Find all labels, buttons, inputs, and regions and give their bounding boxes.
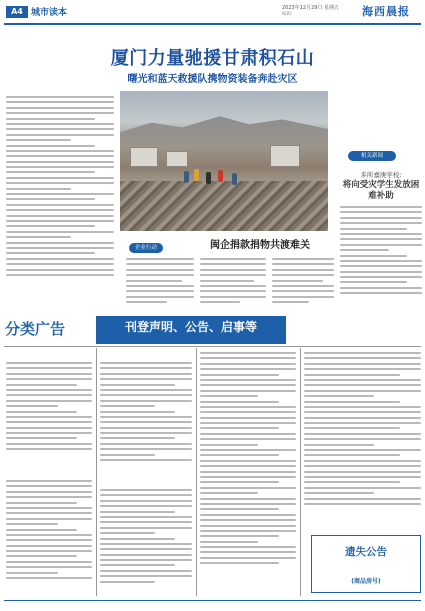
text-line [200, 487, 296, 489]
text-line [340, 281, 407, 283]
text-line [200, 374, 279, 376]
related-news-tag: 相关新闻 [348, 151, 396, 161]
text-line [200, 417, 296, 419]
text-line [200, 481, 279, 483]
text-line [100, 521, 192, 523]
text-line [6, 112, 114, 114]
text-line [200, 454, 279, 456]
text-line [126, 285, 194, 287]
text-line [6, 443, 92, 445]
lost-notice-title: 遗失公告 [345, 546, 387, 558]
text-line [100, 411, 175, 413]
text-line [6, 274, 114, 276]
text-line [100, 378, 192, 380]
notice-banner [96, 316, 286, 344]
text-line [200, 258, 266, 260]
text-line [126, 258, 194, 260]
section-name: 城市读本 [31, 8, 68, 18]
classified-ads-title: 分类广告 [5, 320, 66, 338]
text-line [6, 512, 92, 514]
text-line [100, 367, 192, 369]
editor-line: 编辑: [282, 12, 293, 17]
text-line [6, 242, 114, 244]
text-line [200, 269, 266, 271]
text-line [340, 244, 422, 246]
text-line [6, 411, 77, 413]
ad-col-divider-2 [196, 348, 197, 596]
text-line [100, 516, 192, 518]
text-line [6, 236, 71, 238]
text-line [6, 378, 92, 380]
text-line [272, 296, 334, 298]
text-line [126, 290, 194, 292]
text-line [100, 559, 192, 561]
text-line [304, 433, 421, 435]
inline-subheading: 闽企捐款捐物共渡难关 [210, 240, 310, 251]
ad-body-6 [304, 352, 421, 527]
text-line [6, 362, 92, 364]
text-line [200, 433, 296, 435]
text-line [126, 274, 194, 276]
text-line [6, 539, 92, 541]
text-line [6, 566, 92, 568]
text-line [200, 476, 296, 478]
text-line [304, 487, 421, 489]
text-line [100, 373, 192, 375]
text-line [272, 269, 334, 271]
text-line [6, 166, 114, 168]
text-line [200, 508, 279, 510]
ad-col-divider-3 [300, 348, 301, 596]
text-line [6, 220, 114, 222]
text-line [6, 177, 114, 179]
text-line [100, 454, 155, 456]
text-line [200, 449, 296, 451]
photo-caption [332, 93, 340, 205]
text-line [6, 155, 114, 157]
text-line [200, 530, 296, 532]
text-line [200, 290, 266, 292]
text-line [6, 263, 114, 265]
text-line [100, 532, 155, 534]
text-line [6, 529, 77, 531]
text-line [304, 368, 421, 370]
text-line [340, 265, 422, 267]
text-line [6, 145, 95, 147]
text-line [200, 352, 296, 354]
text-line [200, 296, 266, 298]
text-line [100, 489, 192, 491]
text-line [100, 437, 175, 439]
text-line [6, 577, 92, 579]
text-line [100, 494, 192, 496]
text-line [272, 290, 334, 292]
text-line [304, 503, 421, 505]
text-line [304, 395, 374, 397]
text-line [100, 443, 192, 445]
text-line [340, 228, 407, 230]
text-line [6, 534, 92, 536]
text-line [200, 301, 240, 303]
text-line [304, 481, 400, 483]
disaster-site-photo [120, 91, 328, 231]
text-line [6, 561, 92, 563]
text-line [6, 437, 77, 439]
ads-contact-info [289, 316, 421, 344]
notice-banner-title: 刊登声明、公告、启事等 [124, 320, 257, 334]
ad-body-5 [200, 352, 296, 595]
text-line [200, 492, 258, 494]
article-subhead: 曙光和蓝天救援队携物资装备奔赴灾区 [127, 74, 298, 85]
text-line [304, 471, 421, 473]
text-line [6, 182, 114, 184]
text-line [6, 258, 114, 260]
text-line [340, 233, 422, 235]
text-line [6, 367, 92, 369]
ad-body-4 [100, 489, 192, 595]
text-line [304, 422, 421, 424]
text-line [200, 498, 296, 500]
text-line [100, 394, 192, 396]
text-line [126, 269, 194, 271]
text-line [6, 485, 92, 487]
text-line [200, 395, 258, 397]
text-line [200, 460, 296, 462]
text-line [126, 296, 194, 298]
text-line [340, 271, 422, 273]
text-line [200, 465, 296, 467]
text-line [304, 449, 421, 451]
text-line [200, 363, 296, 365]
text-line [340, 238, 422, 240]
text-line [126, 280, 182, 282]
text-line [6, 502, 77, 504]
text-line [126, 301, 167, 303]
text-line [6, 247, 114, 249]
text-line [6, 518, 92, 520]
text-line [6, 215, 114, 217]
text-line [6, 373, 92, 375]
text-line [6, 405, 58, 407]
text-line [6, 389, 92, 391]
text-line [304, 384, 421, 386]
text-line [200, 390, 296, 392]
text-line [100, 405, 155, 407]
text-line [6, 123, 114, 125]
text-line [200, 562, 279, 564]
page-number-tag: A4 [6, 6, 28, 18]
text-line [100, 554, 192, 556]
text-line [100, 570, 192, 572]
text-line [304, 390, 421, 392]
text-line [6, 134, 114, 136]
text-line [304, 374, 400, 376]
text-line [6, 545, 92, 547]
text-line [200, 471, 296, 473]
text-line [200, 519, 296, 521]
text-line [340, 276, 422, 278]
ad-body-2 [6, 480, 92, 595]
text-line [200, 368, 296, 370]
text-line [100, 538, 175, 540]
text-line [100, 581, 155, 583]
text-line [6, 161, 114, 163]
text-line [340, 249, 389, 251]
article-headline: 厦门力量驰援甘肃积石山 [110, 48, 315, 69]
header-rule [4, 23, 421, 25]
text-line [100, 448, 192, 450]
text-line [6, 198, 95, 200]
text-line [304, 465, 421, 467]
text-line [6, 139, 71, 141]
article-column-1 [6, 96, 114, 310]
text-line [6, 491, 92, 493]
text-line [340, 292, 422, 294]
text-line [304, 363, 421, 365]
text-line [304, 476, 421, 478]
text-line [200, 411, 296, 413]
text-line [200, 546, 296, 548]
text-line [200, 274, 266, 276]
text-line [6, 107, 114, 109]
text-line [6, 225, 95, 227]
text-line [6, 507, 92, 509]
text-line [340, 211, 422, 213]
text-line [200, 541, 258, 543]
text-line [272, 280, 323, 282]
text-line [6, 480, 92, 482]
article-column-3 [200, 258, 266, 312]
text-line [340, 260, 422, 262]
text-line [6, 421, 92, 423]
text-line [100, 416, 192, 418]
text-line [100, 500, 192, 502]
text-line [6, 209, 114, 211]
text-line [6, 555, 77, 557]
text-line [304, 352, 421, 354]
text-line [6, 128, 114, 130]
text-line [304, 406, 421, 408]
text-line [200, 285, 266, 287]
text-line [272, 301, 309, 303]
text-line [6, 252, 95, 254]
text-line [272, 285, 334, 287]
text-line [304, 438, 421, 440]
text-line [200, 525, 296, 527]
text-line [6, 448, 92, 450]
text-line [100, 459, 192, 461]
text-line [340, 206, 422, 208]
text-line [6, 231, 114, 233]
text-line [100, 575, 192, 577]
text-line [304, 454, 400, 456]
text-line [304, 411, 421, 413]
text-line [6, 384, 77, 386]
text-line [304, 401, 400, 403]
ad-body-3 [100, 362, 192, 474]
text-line [6, 188, 71, 190]
text-line [100, 548, 192, 550]
text-line [304, 498, 421, 500]
text-line [6, 394, 92, 396]
text-line [200, 444, 258, 446]
lost-notice-box [311, 535, 421, 593]
article-column-4 [272, 258, 334, 312]
text-line [304, 417, 421, 419]
text-line [6, 150, 114, 152]
text-line [272, 258, 334, 260]
text-line [304, 357, 421, 359]
text-line [200, 263, 266, 265]
text-line [6, 550, 92, 552]
text-line [304, 427, 400, 429]
text-line [6, 101, 114, 103]
text-line [100, 511, 175, 513]
text-line [200, 503, 296, 505]
ads-divider [4, 346, 421, 347]
text-line [200, 422, 296, 424]
masthead [0, 0, 425, 24]
text-line [100, 421, 192, 423]
text-line [200, 438, 296, 440]
text-line [100, 543, 192, 545]
text-line [100, 427, 192, 429]
text-line [200, 427, 279, 429]
text-line [126, 263, 194, 265]
text-line [200, 551, 296, 553]
text-line [100, 384, 175, 386]
text-line [6, 572, 58, 574]
text-line [200, 514, 296, 516]
text-line [6, 96, 114, 98]
text-line [200, 557, 296, 559]
text-line [6, 416, 92, 418]
text-line [200, 379, 296, 381]
text-line [272, 263, 334, 265]
text-line [200, 357, 296, 359]
text-line [200, 535, 279, 537]
article-column-2 [126, 258, 194, 312]
text-line [6, 400, 92, 402]
text-line [304, 444, 374, 446]
sidebar-body [340, 206, 422, 312]
ad-col-divider-1 [96, 348, 97, 596]
text-line [340, 222, 422, 224]
text-line [340, 287, 422, 289]
text-line [304, 379, 421, 381]
text-line [200, 401, 279, 403]
text-line [340, 255, 407, 257]
sidebar-kicker: 多所嘉庚学校: [360, 171, 402, 179]
lost-notice-note: (商品房号) [351, 578, 381, 585]
text-line [6, 204, 114, 206]
text-line [304, 460, 421, 462]
text-line [340, 217, 422, 219]
newspaper-logo: 海西晨报 [362, 5, 410, 18]
text-line [6, 171, 95, 173]
text-line [100, 400, 192, 402]
text-line [100, 362, 192, 364]
text-line [200, 406, 296, 408]
text-line [100, 505, 192, 507]
text-line [200, 384, 296, 386]
sidebar-headline: 将向受灾学生发放困难补助 [342, 180, 420, 201]
text-line [6, 118, 95, 120]
text-line [304, 492, 374, 494]
ad-body-1 [6, 362, 92, 462]
text-line [6, 523, 58, 525]
text-line [100, 389, 192, 391]
footer-rule [4, 600, 421, 601]
text-line [6, 496, 92, 498]
text-line [272, 274, 334, 276]
text-line [6, 269, 114, 271]
text-line [100, 432, 192, 434]
text-line [100, 527, 192, 529]
text-line [6, 427, 92, 429]
enterprise-action-tag: 企业行动 [129, 243, 163, 253]
issue-date: 2023年12月29日 星期五 [282, 5, 340, 11]
text-line [200, 280, 254, 282]
text-line [100, 564, 175, 566]
text-line [6, 193, 114, 195]
text-line [6, 432, 92, 434]
